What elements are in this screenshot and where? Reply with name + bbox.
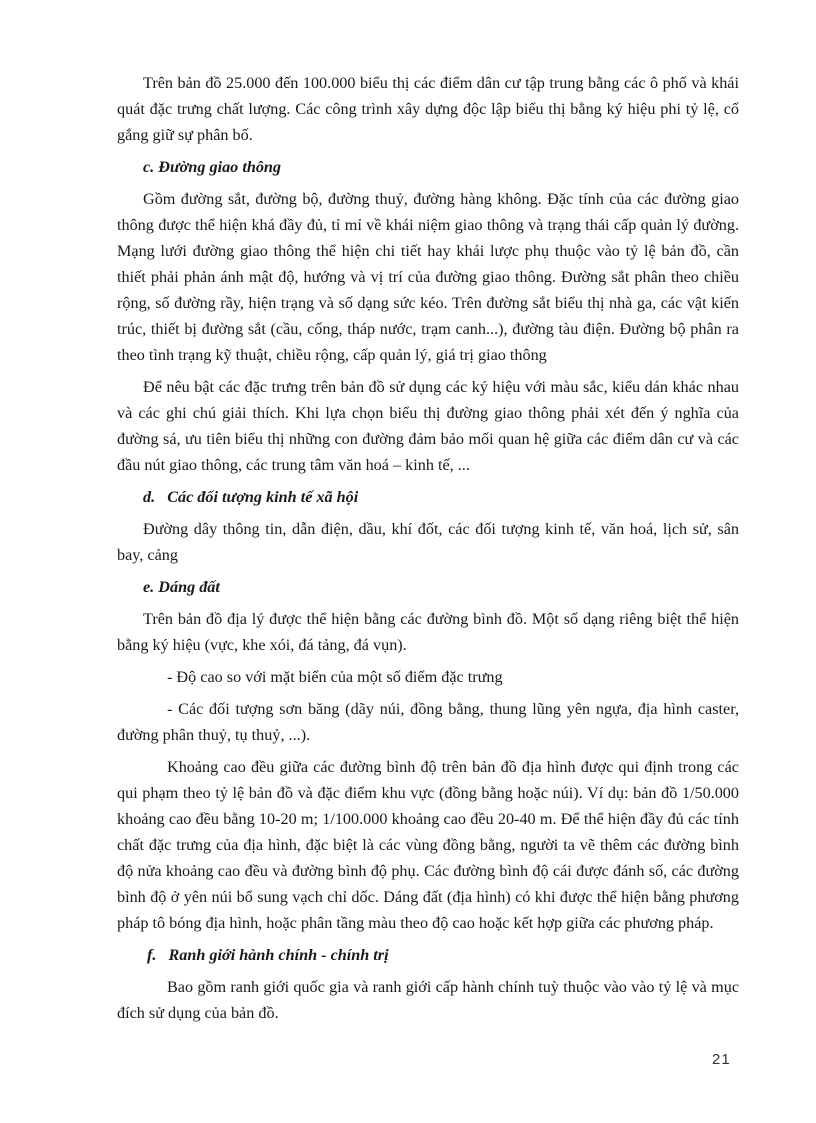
- heading-title: Các đối tượng kinh tế xã hội: [167, 488, 359, 506]
- heading-terrain: [143, 574, 739, 600]
- heading-letter: e.: [143, 578, 155, 596]
- paragraph-settlements: Trên bản đồ 25.000 đến 100.000 biểu thị các điểm dân cư tập trung bằng các ô phố và khái quát đặc trưng chất lượng. Các công trình xây dựng độc lập biểu thị bằng ký hiệu phi tỷ lệ, cố gắng giữ sự phân bố.: [117, 74, 739, 144]
- heading-transport: [143, 154, 739, 180]
- heading-letter: c.: [143, 158, 155, 176]
- paragraph-terrain-intro: Trên bản đồ địa lý được thể hiện bằng các đường bình đồ. Một số dạng riêng biệt thể hiện bằng ký hiệu (vực, khe xói, đá tảng, đá vụn).: [117, 610, 739, 654]
- paragraph-transport-types: Gồm đường sắt, đường bộ, đường thuỷ, đường hàng không. Đặc tính của các đường giao thông được thể hiện khá đầy đủ, tỉ mỉ về khái niệm giao thông và trạng thái cấp quản lý đường. Mạng lưới đường giao thông thể hiện chi tiết hay khái lược phụ thuộc vào tỷ lệ bản đồ, cần thiết phải phản ánh mật độ, hướng và vị trí của đường giao thông. Đường sắt phân theo chiều rộng, số đường rầy, hiện trạng và số dạng sức kéo. Trên đường sắt biểu thị nhà ga, các vật kiến trúc, thiết bị đường sắt (cầu, cống, tháp nước, trạm canh...), đường tàu điện. Đường bộ phân ra theo tình trạng kỹ thuật, chiều rộng, cấp quản lý, giá trị giao thông: [117, 190, 739, 364]
- paragraph-transport-emphasis: Để nêu bật các đặc trưng trên bản đồ sử dụng các ký hiệu với màu sắc, kiểu dán khác nhau và các ghi chú giải thích. Khi lựa chọn biểu thị đường giao thông phải xét đến ý nghĩa của đường sá, ưu tiên biểu thị những con đường đảm bảo mối quan hệ giữa các điểm dân cư và các đầu nút giao thông, các trung tâm văn hoá – kinh tế, ...: [117, 378, 739, 474]
- heading-boundaries: [147, 942, 739, 968]
- heading-title: Dáng đất: [158, 578, 220, 596]
- heading-letter: f.: [147, 946, 157, 964]
- paragraph-socioeconomic: Đường dây thông tin, dẫn điện, dầu, khí đốt, các đối tượng kinh tế, văn hoá, lịch sử, sân bay, cảng: [117, 520, 739, 564]
- heading-title: Đường giao thông: [158, 158, 282, 176]
- page-number: 21: [712, 1051, 731, 1068]
- heading-letter: d.: [143, 488, 156, 506]
- paragraph-contour-intervals: Khoảng cao đều giữa các đường bình độ trên bản đồ địa hình được qui định trong các qui phạm theo tỷ lệ bản đồ và đặc điểm khu vực (đồng bằng hoặc núi). Ví dụ: bản đồ 1/50.000 khoảng cao đều bằng 10-20 m; 1/100.000 khoảng cao đều 20-40 m. Để thể hiện đầy đủ các tính chất đặc trưng của địa hình, đặc biệt là các vùng đồng bằng, người ta vẽ thêm các đường bình độ nửa khoảng cao đều và đường bình độ phụ. Các đường bình độ cái được đánh số, các đường bình độ ở yên núi bổ sung vạch chỉ dốc. Dáng đất (địa hình) có khi được thể hiện bằng phương pháp tô bóng địa hình, hoặc phân tầng màu theo độ cao hoặc kết hợp giữa các phương pháp.: [117, 758, 739, 932]
- heading-title: Ranh giới hành chính - chính trị: [168, 946, 389, 964]
- document-page: [117, 70, 739, 1032]
- paragraph-boundaries: Bao gồm ranh giới quốc gia và ranh giới cấp hành chính tuỳ thuộc vào vào tỷ lệ và mục đích sử dụng của bản đồ.: [117, 978, 739, 1022]
- heading-socioeconomic: [143, 484, 739, 510]
- list-item-landforms: - Các đối tượng sơn băng (dãy núi, đồng bằng, thung lũng yên ngựa, địa hình caster, đường phân thuỷ, tụ thuỷ, ...).: [117, 700, 739, 744]
- list-item-elevation: - Độ cao so với mặt biển của một số điểm đặc trưng: [167, 668, 503, 686]
